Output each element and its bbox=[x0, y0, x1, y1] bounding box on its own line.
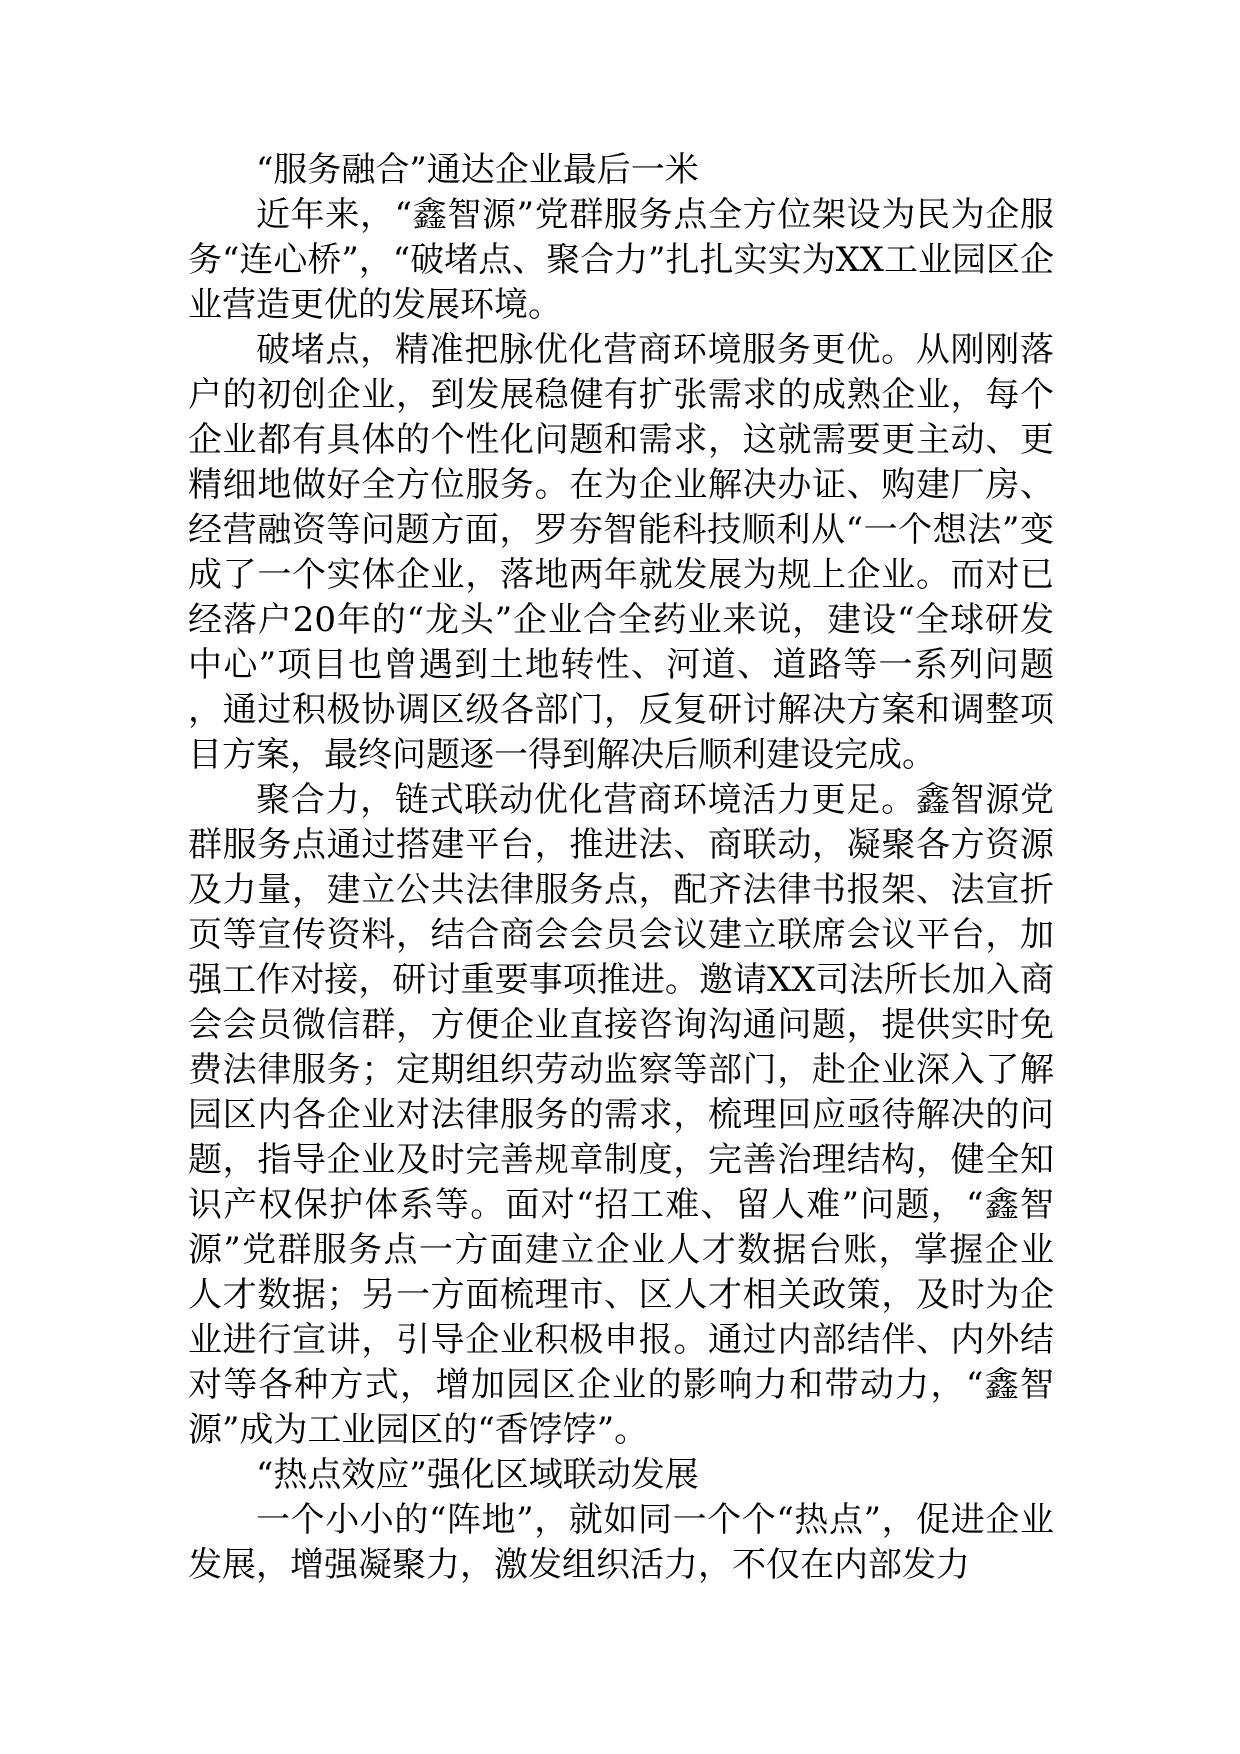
section-heading-hotspot-effect: “热点效应”强化区域联动发展 bbox=[256, 1455, 699, 1495]
paragraph-hotspot: 一个小小的“阵地”，就如同一个个“热点”，促进企业发展，增强凝聚力，激发组织活力，不仅在内部发力 bbox=[188, 1500, 1054, 1585]
section-heading-service-integration: “服务融合”通达企业最后一米 bbox=[256, 150, 699, 190]
paragraph-break-bottlenecks: 破堵点，精准把脉优化营商环境服务更优。从刚刚落户的初创企业，到发展稳健有扩张需求的成熟企业，每个企业都有具体的个性化问题和需求，这就需要更主动、更精细地做好全方位服务。在为企业解决办证、购建厂房、经营融资等问题方面，罗夯智能科技顺利从“一个想法”变成了一个实体企业，落地两年就发展为规上企业。而对已经落户20年的“龙头”企业合全药业来说，建设“全球研发中心”项目也曾遇到土地转性、河道、道路等一系列问题，通过积极协调区级各部门，反复研讨解决方案和调整项目方案，最终问题逐一得到解决后顺利建设完成。 bbox=[188, 330, 1054, 775]
paragraph-intro: 近年来，“鑫智源”党群服务点全方位架设为民为企服务“连心桥”，“破堵点、聚合力”扎扎实实为XX工业园区企业营造更优的发展环境。 bbox=[188, 195, 1054, 325]
document-body bbox=[188, 148, 1054, 1588]
paragraph-gather-forces: 聚合力，链式联动优化营商环境活力更足。鑫智源党群服务点通过搭建平台，推进法、商联动，凝聚各方资源及力量，建立公共法律服务点，配齐法律书报架、法宣折页等宣传资料，结合商会会员会议建立联席会议平台，加强工作对接，研讨重要事项推进。邀请XX司法所长加入商会会员微信群，方便企业直接咨询沟通问题，提供实时免费法律服务；定期组织劳动监察等部门，赴企业深入了解园区内各企业对法律服务的需求，梳理回应亟待解决的问题，指导企业及时完善规章制度，完善治理结构，健全知识产权保护体系等。面对“招工难、留人难”问题，“鑫智源”党群服务点一方面建立企业人才数据台账，掌握企业人才数据；另一方面梳理市、区人才相关政策，及时为企业进行宣讲，引导企业积极申报。通过内部结伴、内外结对等各种方式，增加园区企业的影响力和带动力，“鑫智源”成为工业园区的“香饽饽”。 bbox=[188, 780, 1054, 1450]
